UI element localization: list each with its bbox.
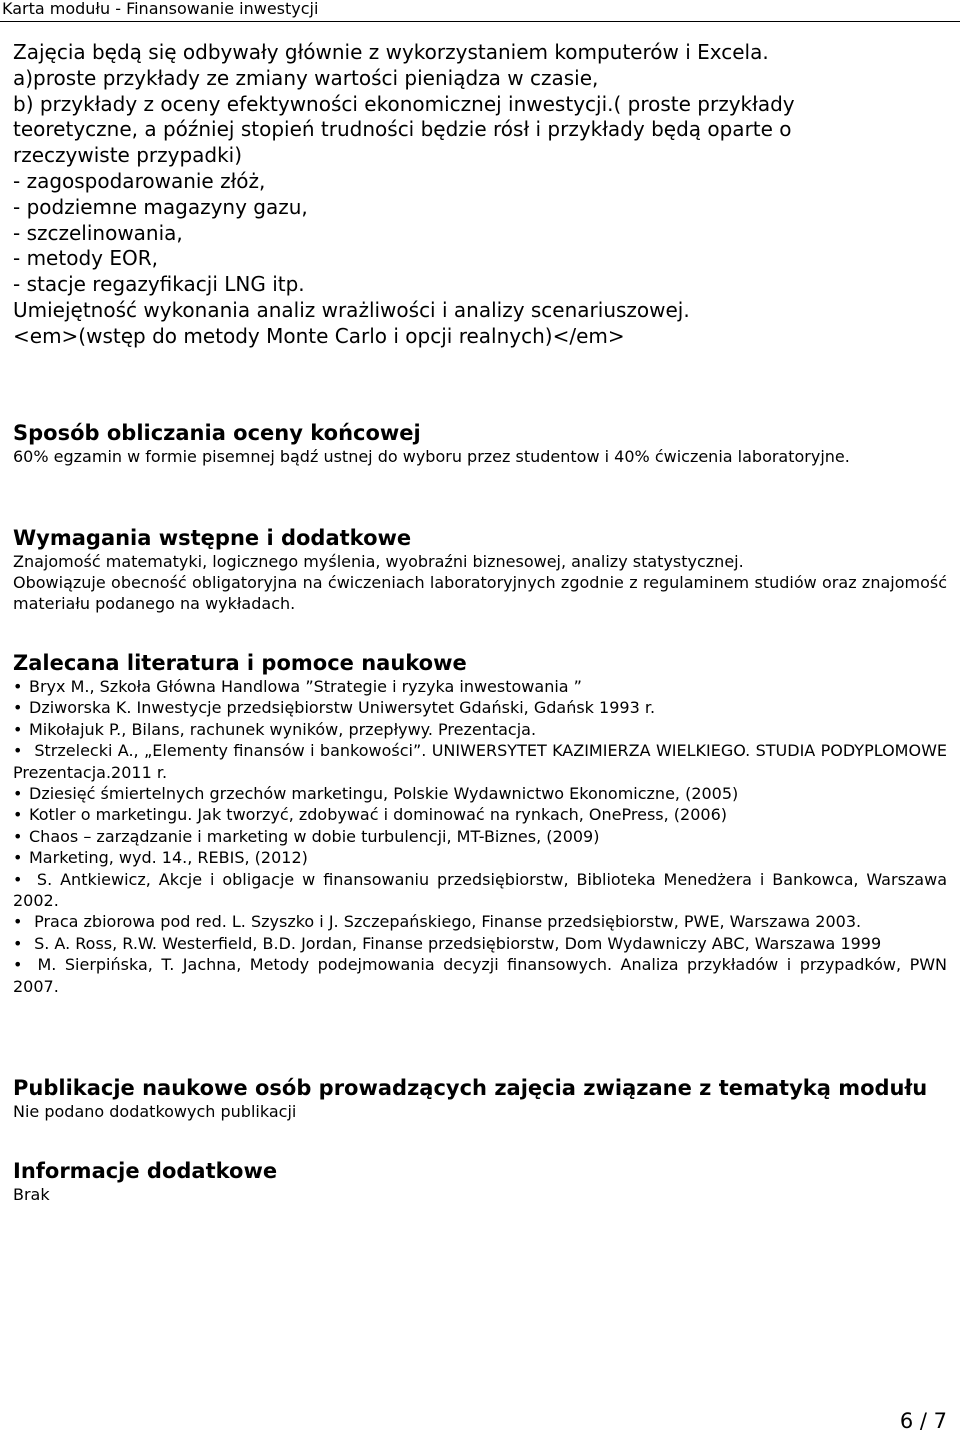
intro-section bbox=[13, 40, 947, 350]
section-heading: Publikacje naukowe osób prowadzących zajęcia związane z tematyką modułu bbox=[13, 1076, 928, 1100]
publications-text: Nie podano dodatkowych publikacji bbox=[13, 1102, 297, 1121]
literature-item bbox=[13, 676, 947, 697]
section-heading: Informacje dodatkowe bbox=[13, 1159, 278, 1183]
literature-item-text: Bryx M., Szkoła Główna Handlowa ”Strategie i ryzyka inwestowania ” bbox=[29, 677, 582, 696]
bullet-icon: • bbox=[13, 869, 23, 889]
intro-line: rzeczywiste przypadki) bbox=[13, 143, 243, 168]
literature-item-text: Praca zbiorowa pod red. L. Szyszko i J. Szczepańskiego, Finanse przedsiębiorstw, PWE, Warszawa 2003. bbox=[29, 912, 862, 932]
requirements-paragraph: Znajomość matematyki, logicznego myślenia, wyobraźni biznesowej, analizy statystycznej. bbox=[13, 552, 744, 571]
literature-item-text: Dziesięć śmiertelnych grzechów marketingu, Polskie Wydawnictwo Ekonomiczne, (2005) bbox=[29, 784, 739, 804]
page-number: 6 / 7 bbox=[899, 1409, 947, 1433]
bullet-icon: • bbox=[13, 805, 23, 825]
requirements-paragraph: Obowiązuje obecność obligatoryjna na ćwiczeniach laboratoryjnych zgodnie z regulaminem studiów oraz znajomość materiału podanego na wykładach. bbox=[13, 573, 947, 613]
intro-line: - podziemne magazyny gazu, bbox=[13, 194, 308, 219]
literature-item bbox=[13, 804, 947, 825]
literature-item-text: Mikołajuk P., Bilans, rachunek wyników, przepływy. Prezentacja. bbox=[29, 719, 537, 739]
literature-item-text: Kotler o marketingu. Jak tworzyć, zdobywać i dominować na rynkach, OnePress, (2006) bbox=[29, 805, 727, 825]
document-header bbox=[0, 0, 960, 22]
literature-item bbox=[13, 933, 947, 954]
literature-item-text: Dziworska K. Inwestycje przedsiębiorstw Uniwersytet Gdański, Gdańsk 1993 r. bbox=[29, 698, 656, 718]
literature-item-text: Marketing, wyd. 14., REBIS, (2012) bbox=[29, 848, 308, 868]
literature-item bbox=[13, 740, 947, 783]
literature-list bbox=[13, 676, 947, 997]
bullet-icon: • bbox=[13, 912, 23, 932]
literature-item-text: Strzelecki A., „Elementy finansów i bankowości”. UNIWERSYTET KAZIMIERZA WIELKIEGO. STUDIA PODYPLOMOWE Prezentacja.2011 r. bbox=[13, 741, 947, 782]
bullet-icon: • bbox=[13, 784, 23, 804]
bullet-icon: • bbox=[13, 848, 23, 868]
additional-info-text: Brak bbox=[13, 1185, 50, 1204]
literature-item bbox=[13, 954, 947, 997]
intro-line: Zajęcia będą się odbywały głównie z wykorzystaniem komputerów i Excela. bbox=[13, 40, 769, 64]
intro-line: Umiejętność wykonania analiz wrażliwości i analizy scenariuszowej. bbox=[13, 297, 690, 322]
literature-item-text: M. Sierpińska, T. Jachna, Metody podejmowania decyzji finansowych. Analiza przykładów i przypadków, PWN 2007. bbox=[13, 955, 947, 996]
document-title: Karta modułu - Finansowanie inwestycji bbox=[2, 0, 319, 18]
literature-item bbox=[13, 697, 947, 718]
grading-section bbox=[13, 420, 947, 467]
bullet-icon: • bbox=[13, 741, 23, 761]
intro-line: - zagospodarowanie złóż, bbox=[13, 168, 266, 193]
bullet-icon: • bbox=[13, 955, 23, 975]
literature-item-text: Chaos – zarządzanie i marketing w dobie turbulencji, MT-Biznes, (2009) bbox=[29, 826, 600, 846]
requirements-section bbox=[13, 525, 947, 614]
section-heading: Sposób obliczania oceny końcowej bbox=[13, 421, 421, 445]
literature-item bbox=[13, 869, 947, 912]
intro-line: a)proste przykłady ze zmiany wartości pieniądza w czasie, bbox=[13, 65, 599, 90]
literature-item-text: S. Antkiewicz, Akcje i obligacje w finansowaniu przedsiębiorstw, Biblioteka Menedżera i Bankowca, Warszawa 2002. bbox=[13, 869, 947, 911]
bullet-icon: • bbox=[13, 826, 23, 846]
additional-info-section bbox=[13, 1158, 947, 1205]
bullet-icon: • bbox=[13, 698, 23, 718]
intro-line: b) przykłady z oceny efektywności ekonomicznej inwestycji.( proste przykłady bbox=[13, 91, 795, 116]
literature-item bbox=[13, 719, 947, 740]
literature-item bbox=[13, 783, 947, 804]
publications-section bbox=[13, 1075, 947, 1122]
literature-item bbox=[13, 847, 947, 868]
grading-text: 60% egzamin w formie pisemnej bądź ustnej do wyboru przez studentow i 40% ćwiczenia laboratoryjne. bbox=[13, 447, 850, 466]
bullet-icon: • bbox=[13, 933, 23, 953]
intro-line: - szczelinowania, bbox=[13, 220, 183, 245]
literature-section bbox=[13, 650, 947, 997]
bullet-icon: • bbox=[13, 677, 23, 696]
section-heading: Wymagania wstępne i dodatkowe bbox=[13, 526, 412, 550]
bullet-icon: • bbox=[13, 719, 23, 739]
intro-line: teoretyczne, a później stopień trudności będzie rósł i przykłady będą oparte o bbox=[13, 117, 792, 142]
intro-line: - stacje regazyfikacji LNG itp. bbox=[13, 272, 305, 297]
intro-line: - metody EOR, bbox=[13, 246, 158, 271]
section-heading: Zalecana literatura i pomoce naukowe bbox=[13, 651, 467, 675]
literature-item bbox=[13, 911, 947, 932]
literature-item-text: S. A. Ross, R.W. Westerfield, B.D. Jordan, Finanse przedsiębiorstw, Dom Wydawniczy ABC, Warszawa 1999 bbox=[29, 933, 882, 953]
intro-line: <em>(wstęp do metody Monte Carlo i opcji realnych)</em> bbox=[13, 323, 625, 348]
literature-item bbox=[13, 826, 947, 847]
